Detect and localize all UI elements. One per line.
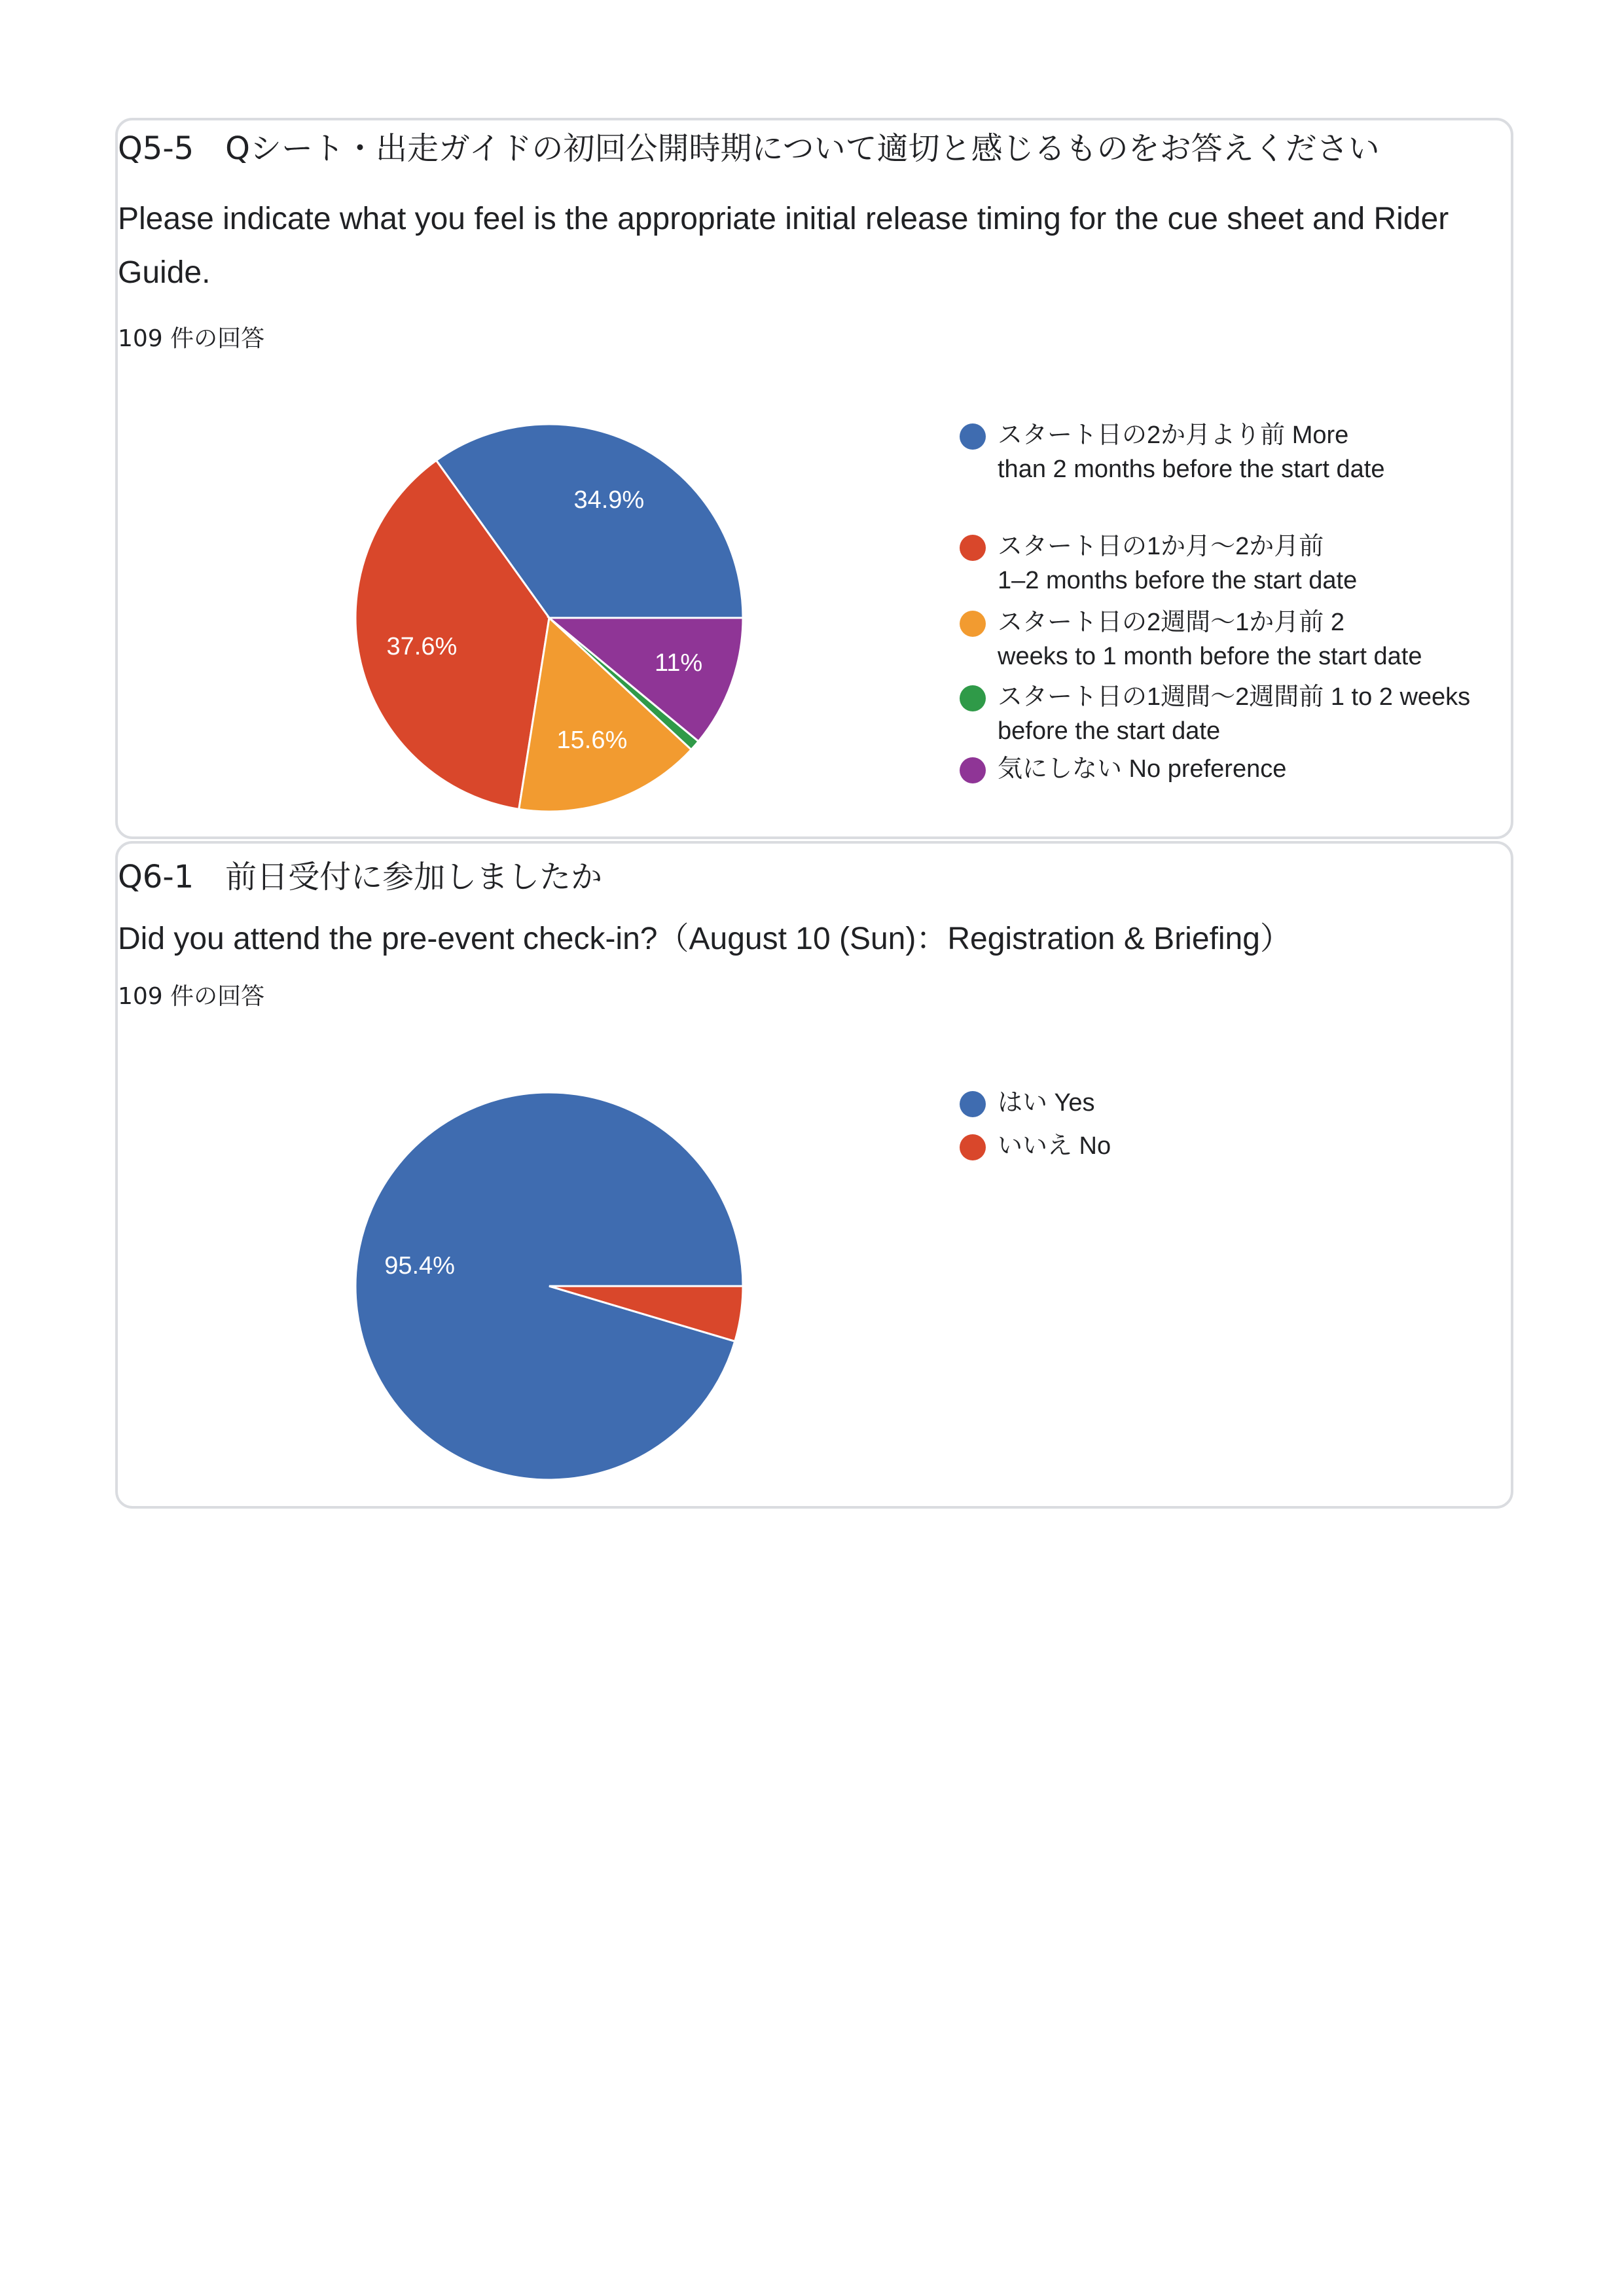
question-title: Q6-1 前日受付に参加しましたか — [118, 859, 603, 895]
question-card-q6-1 — [115, 841, 1513, 1509]
legend-label-line: スタート日の1週間〜2週間前 1 to 2 weeks — [998, 683, 1471, 711]
pie-data-label-0-0: 34.9% — [573, 486, 645, 514]
legend-label-line: スタート日の2か月より前 More — [998, 422, 1349, 449]
question-card-q5-5 — [115, 118, 1513, 839]
question-subtitle: Please indicate what you feel is the appropriate initial release timing for the cue sheet and Rider Guide. — [118, 202, 1449, 290]
legend-label — [998, 1086, 1534, 1120]
legend-label-line: はい Yes — [998, 1089, 1095, 1117]
legend-label — [998, 418, 1534, 486]
legend-swatch — [960, 1091, 986, 1117]
pie-data-label-0-2: 15.6% — [556, 726, 628, 755]
legend-label-line: いいえ No — [998, 1132, 1111, 1160]
pie-data-label-0-4: 11% — [654, 649, 703, 677]
response-count: 109 件の回答 — [118, 983, 265, 1010]
pie-chart-q6-1 — [353, 1090, 746, 1482]
legend-label-line: 気にしない No preference — [998, 755, 1287, 783]
legend-label-line: weeks to 1 month before the start date — [998, 643, 1422, 670]
legend-swatch — [960, 535, 986, 561]
response-count: 109 件の回答 — [118, 325, 265, 352]
legend-swatch — [960, 423, 986, 450]
pie-data-label-0-1: 37.6% — [386, 633, 458, 661]
legend-label — [998, 752, 1534, 786]
legend-label-line: 1–2 months before the start date — [998, 567, 1358, 594]
legend-label-line: than 2 months before the start date — [998, 456, 1385, 483]
legend-label — [998, 605, 1534, 673]
legend-label — [998, 1129, 1534, 1163]
legend-label-line: before the start date — [998, 717, 1221, 745]
legend-label-line: スタート日の1か月〜2か月前 — [998, 533, 1324, 560]
legend-swatch — [960, 757, 986, 783]
question-title: Q5-5 Qシート・出走ガイドの初回公開時期について適切と感じるものをお答えください — [118, 130, 1380, 167]
question-subtitle: Did you attend the pre-event check-in?（August 10 (Sun)：Registration & Briefing） — [118, 922, 1291, 956]
pie-chart-q5-5 — [353, 422, 746, 814]
legend-swatch — [960, 685, 986, 711]
legend-swatch — [960, 611, 986, 637]
legend-label — [998, 529, 1534, 598]
legend-label — [998, 680, 1534, 748]
legend-label-line: スタート日の2週間〜1か月前 2 — [998, 609, 1344, 636]
legend-swatch — [960, 1134, 986, 1160]
pie-data-label-1-0: 95.4% — [384, 1252, 455, 1280]
